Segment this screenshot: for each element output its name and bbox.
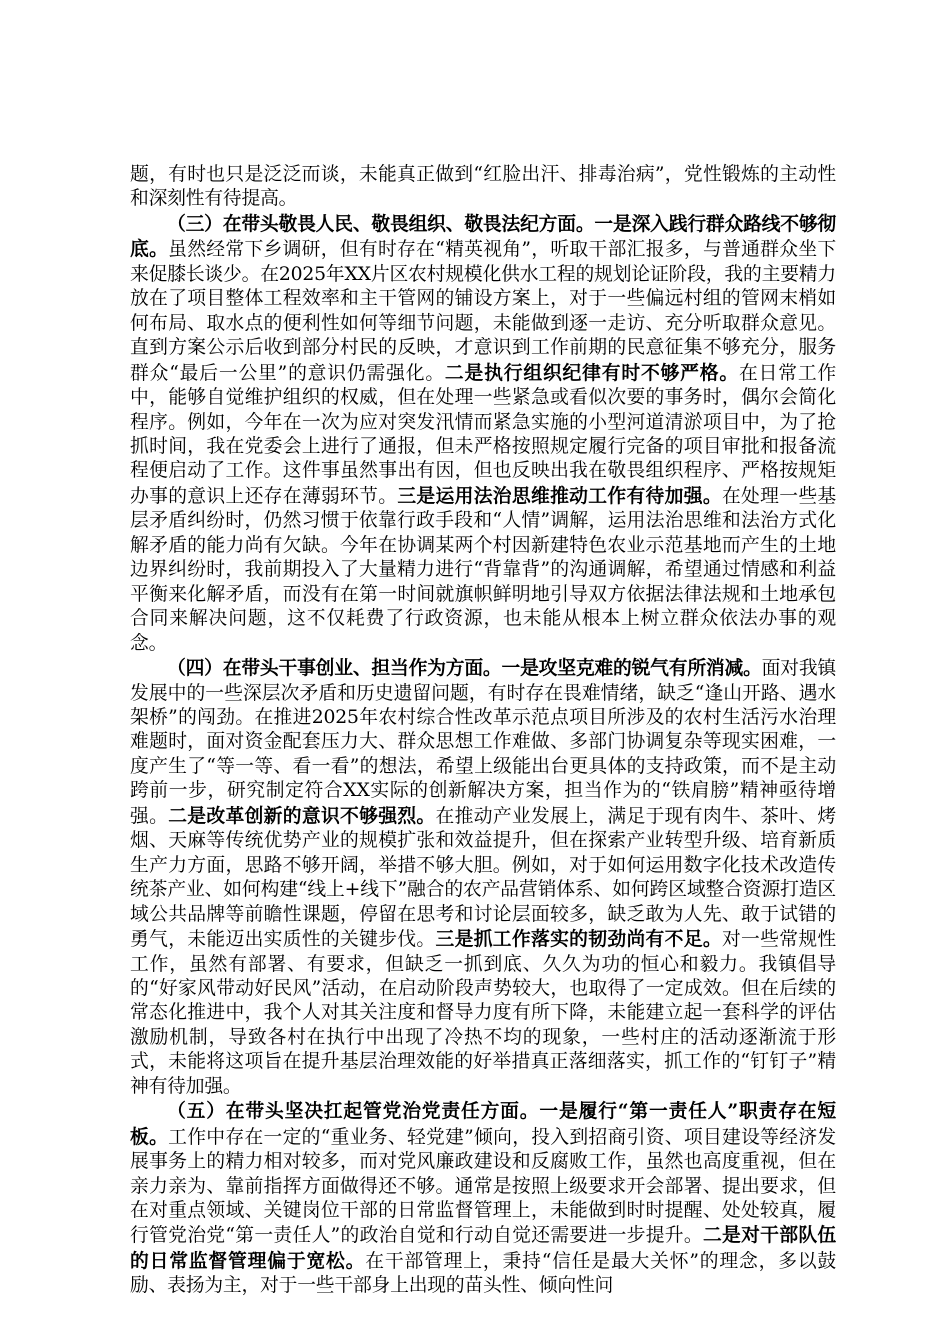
paragraph [130,212,836,656]
body-text: 面对我镇发展中的一些深层次矛盾和历史遗留问题，有时存在畏难情绪，缺乏“逢山开路、遇水架桥”的闯劲。在推进2025年农村综合性改革示范点项目所涉及的农村生活污水治理难题时，面对资金配套压力大、群众思想工作难做、多部门协调复杂等现实困难，一度产生了“等一等、看一看”的想法，希望上级能出台更具体的支持政策，而不是主动跨前一步，研究制定符合XX实际的创新解决方案，担当作为的“铁肩膀”精神亟待增强。 [130,658,837,827]
paragraph [130,656,836,1099]
point-heading: 二是改革创新的意识不够强烈。 [168,804,436,827]
section-heading: （四）在带头干事创业、担当作为方面。 [167,657,502,680]
body-text: 在干部管理上，秉持“信任是最大关怀”的理念，多以鼓励、表扬为主，对于一些干部身上出现的苗头性、倾向性问 [130,1250,836,1297]
document-body [130,163,836,1299]
section-heading: （五）在带头坚决扛起管党治党责任方面。 [167,1100,540,1123]
point-heading: 二是执行组织纪律有时不够严格。 [444,361,739,384]
point-heading: 二是对干部队伍的日常监督管理偏于宽松。 [130,1224,836,1272]
section-heading: （三）在带头敬畏人民、敬畏组织、敬畏法纪方面。 [167,212,595,235]
body-text: 对一些常规性工作，虽然有部署、有要求，但缺乏一抓到底、久久为功的恒心和毅力。我镇倡导的“好家风带动好民风”活动，在启动阶段声势较大，也取得了一定成效。但在后续的常态化推进中，我个人对其关注度和督导力度有所下降，未能建立起一套科学的评估激励机制，导致各村在执行中出现了冷热不均的现象，一些村庄的活动逐渐流于形式，未能将这项旨在提升基层治理效能的好举措真正落细落实，抓工作的“钉钉子”精神有待加强。 [130,929,836,1097]
paragraph [130,163,836,212]
body-text: 在日常工作中，能够自觉维护组织的权威，但在处理一些紧急或看似次要的事务时，偶尔会简化程序。例如，今年在一次为应对突发汛情而紧急实施的小型河道清淤项目中，为了抢抓时间，我在党委会上进行了通报，但未严格按照规定履行完备的项目审批和报备流程便启动了工作。这件事虽然事出有因，但也反映出我在敬畏组织程序、严格按规矩办事的意识上还存在薄弱环节。 [130,362,836,507]
body-text: 在处理一些基层矛盾纠纷时，仍然习惯于依靠行政手段和“人情”调解，运用法治思维和法治方式化解矛盾的能力尚有欠缺。今年在协调某两个村因新建特色农业示范基地而产生的土地边界纠纷时，我前期投入了大量精力进行“背靠背”的沟通调解，希望通过情感和利益平衡来化解矛盾，而没有在第一时间就旗帜鲜明地引导双方依据法律法规和土地承包合同来解决问题，这不仅耗费了行政资源，也未能从根本上树立群众依法办事的观念。 [130,485,836,654]
body-text: 工作中存在一定的“重业务、轻党建”倾向，投入到招商引资、项目建设等经济发展事务上的精力相对较多，而对党风廉政建设和反腐败工作，虽然也高度重视，但在亲力亲为、靠前指挥方面做得还不够。通常是按照上级要求开会部署、提出要求，但在对重点领域、关键岗位干部的日常监督管理上，未能做到时时提醒、处处较真，履行管党治党“第一责任人”的政治自觉和行动自觉还需要进一步提升。 [130,1126,836,1247]
body-text: 虽然经常下乡调研，但有时存在“精英视角”，听取干部汇报多，与普通群众坐下来促膝长谈少。在2025年XX片区农村规模化供水工程的规划论证阶段，我的主要精力放在了项目整体工程效率和主干管网的铺设方案上，对于一些偏远村组的管网末梢如何布局、取水点的便利性如何等细节问题，未能做到逐一走访、充分听取群众意见。直到方案公示后收到部分村民的反映，才意识到工作前期的民意征集不够充分，服务群众“最后一公里”的意识仍需强化。 [130,239,836,384]
point-heading: 一是攻坚克难的锐气有所消减。 [501,657,762,680]
body-text: 题，有时也只是泛泛而谈，未能真正做到“红脸出汗、排毒治病”，党性锻炼的主动性和深刻性有待提高。 [130,164,836,210]
point-heading: 一是履行“第一责任人”职责存在短板。 [130,1100,837,1148]
point-heading: 三是抓工作落实的韧劲尚有不足。 [435,928,722,951]
point-heading: 三是运用法治思维推动工作有待加强。 [397,484,722,507]
paragraph [130,1099,836,1299]
point-heading: 一是深入践行群众路线不够彻底。 [130,212,836,261]
body-text: 在推动产业发展上，满足于现有肉牛、茶叶、烤烟、天麻等传统优势产业的规模扩张和效益提升，但在探索产业转型升级、培育新质生产力方面，思路不够开阔，举措不够大胆。例如，对于如何运用数字化技术改造传统茶产业、如何构建“线上+线下”融合的农产品营销体系、如何跨区域整合资源打造区域公共品牌等前瞻性课题，停留在思考和讨论层面较多，缺乏敢为人先、敢于试错的勇气，未能迈出实质性的关键步伐。 [130,805,836,951]
